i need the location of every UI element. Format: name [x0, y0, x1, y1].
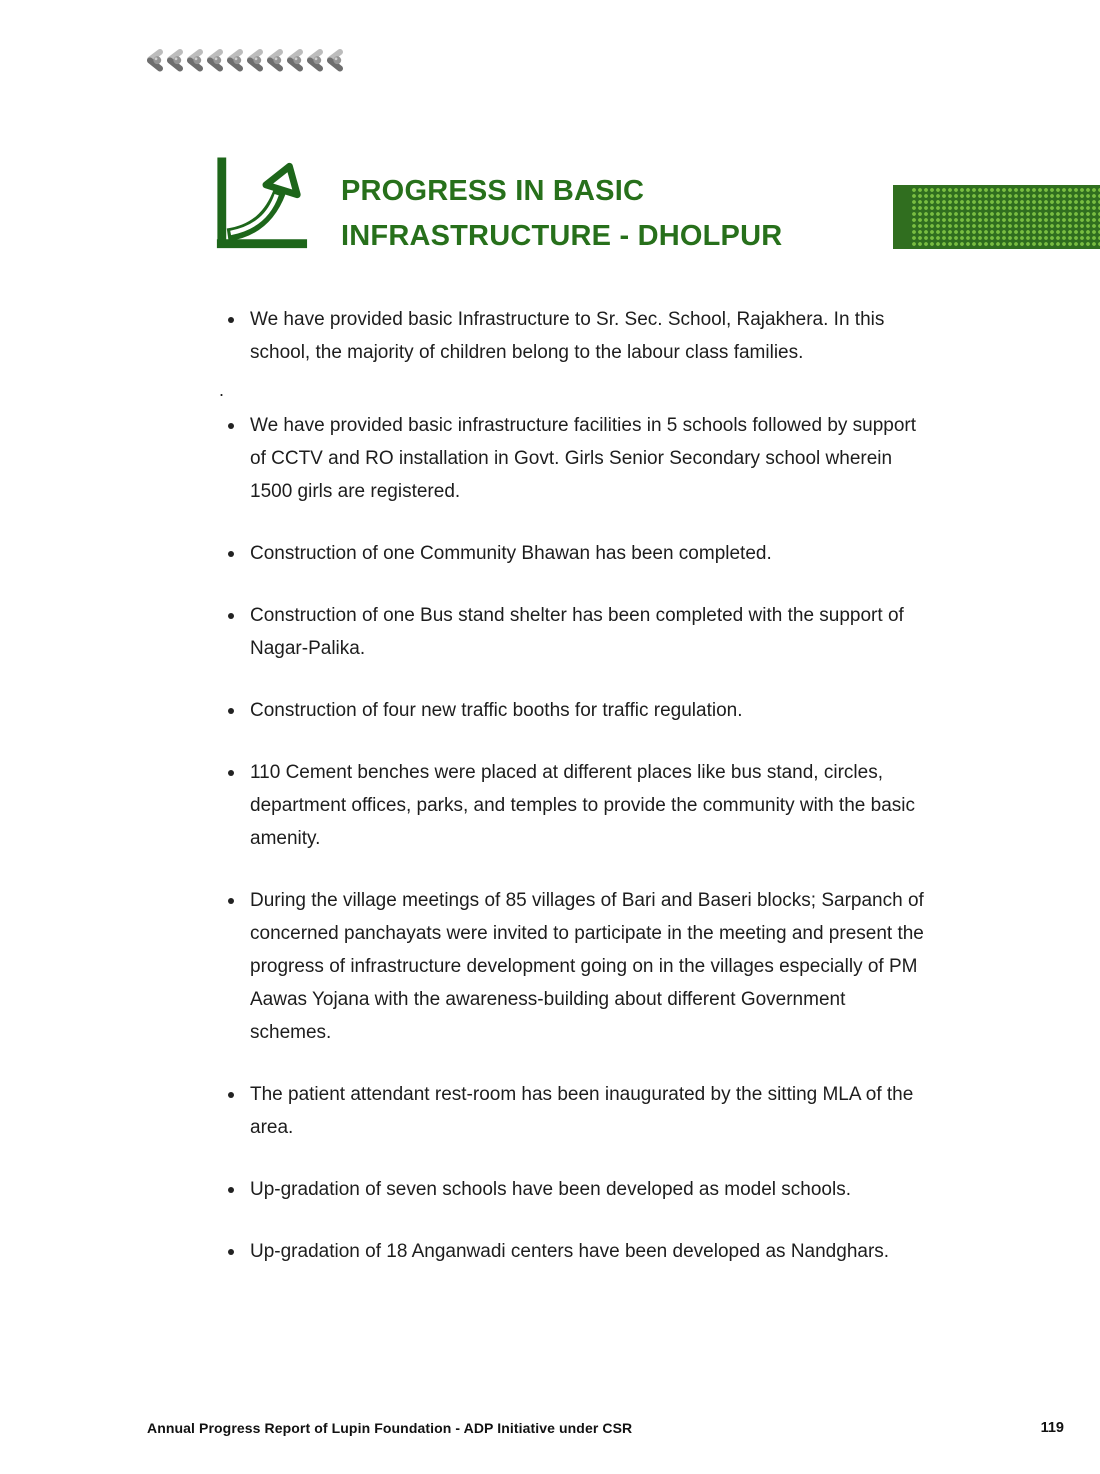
lupin-logo-mark-icon — [205, 47, 224, 74]
lupin-logo-mark-icon — [325, 47, 344, 74]
list-item — [226, 537, 926, 570]
bullet-text: We have provided basic infrastructure facilities in 5 schools followed by support of CCTV and RO installation in Govt. Girls Senior Secondary school wherein 1500 girls are registered. — [250, 415, 917, 502]
footer-text: Annual Progress Report of Lupin Foundation - ADP Initiative under CSR — [147, 1420, 633, 1436]
list-item — [226, 756, 926, 855]
page-title-line2: INFRASTRUCTURE - DHOLPUR — [341, 220, 783, 252]
bullet-text: Construction of four new traffic booths for traffic regulation. — [250, 700, 743, 721]
bullet-text: Construction of one Community Bhawan has been completed. — [250, 543, 772, 564]
growth-chart-icon — [212, 152, 310, 255]
lupin-logo-mark-icon — [185, 47, 204, 74]
bullet-marker — [228, 1249, 234, 1255]
lupin-logo-mark-icon — [265, 47, 284, 74]
bullet-text: 110 Cement benches were placed at different places like bus stand, circles, department offices, parks, and temples to provide the community with the basic amenity. — [250, 762, 915, 849]
bullet-marker — [228, 770, 234, 776]
lupin-logo-mark-icon — [305, 47, 324, 74]
lupin-logo-mark-icon — [145, 47, 164, 74]
bullet-text: Up-gradation of 18 Anganwadi centers have been developed as Nandghars. — [250, 1241, 890, 1262]
list-item — [226, 599, 926, 665]
list-item — [226, 884, 926, 1049]
bullet-list — [219, 303, 926, 1297]
page-title-line1: PROGRESS IN BASIC — [341, 175, 645, 207]
lupin-logo-mark-icon — [225, 47, 244, 74]
lupin-logo-mark-icon — [165, 47, 184, 74]
bullet-text: During the village meetings of 85 villages of Bari and Baseri blocks; Sarpanch of concerned panchayats were invited to participate in the meeting and present the progress of infrastructure development going on in the villages especially of PM Aawas Yojana with the awareness-building about different Government schemes. — [250, 890, 924, 1043]
decor-arrow-row — [145, 47, 344, 74]
stray-period — [219, 379, 926, 401]
list-item — [226, 1173, 926, 1206]
list-item — [226, 1235, 926, 1268]
list-item — [226, 409, 926, 508]
bullet-marker — [228, 1092, 234, 1098]
bullet-text: Construction of one Bus stand shelter has been completed with the support of Nagar-Palika. — [250, 605, 904, 659]
bullet-text: Up-gradation of seven schools have been developed as model schools. — [250, 1179, 851, 1200]
bullet-text: We have provided basic Infrastructure to Sr. Sec. School, Rajakhera. In this school, the majority of children belong to the labour class families. — [250, 309, 885, 363]
page-title — [341, 169, 782, 259]
bullet-text: The patient attendant rest-room has been inaugurated by the sitting MLA of the area. — [250, 1084, 914, 1138]
stray-period-text: . — [219, 380, 225, 400]
bullet-marker — [228, 898, 234, 904]
list-item — [226, 694, 926, 727]
lupin-logo-mark-icon — [245, 47, 264, 74]
bullet-marker — [228, 551, 234, 557]
bullet-marker — [228, 1187, 234, 1193]
bullet-marker — [228, 613, 234, 619]
bullet-marker — [228, 423, 234, 429]
bullet-marker — [228, 317, 234, 323]
bullet-marker — [228, 708, 234, 714]
list-item — [226, 1078, 926, 1144]
halftone-band-pattern — [910, 186, 1100, 248]
halftone-band — [893, 185, 1100, 249]
page-number: 119 — [1040, 1420, 1064, 1436]
lupin-logo-mark-icon — [285, 47, 304, 74]
list-item — [226, 303, 926, 369]
